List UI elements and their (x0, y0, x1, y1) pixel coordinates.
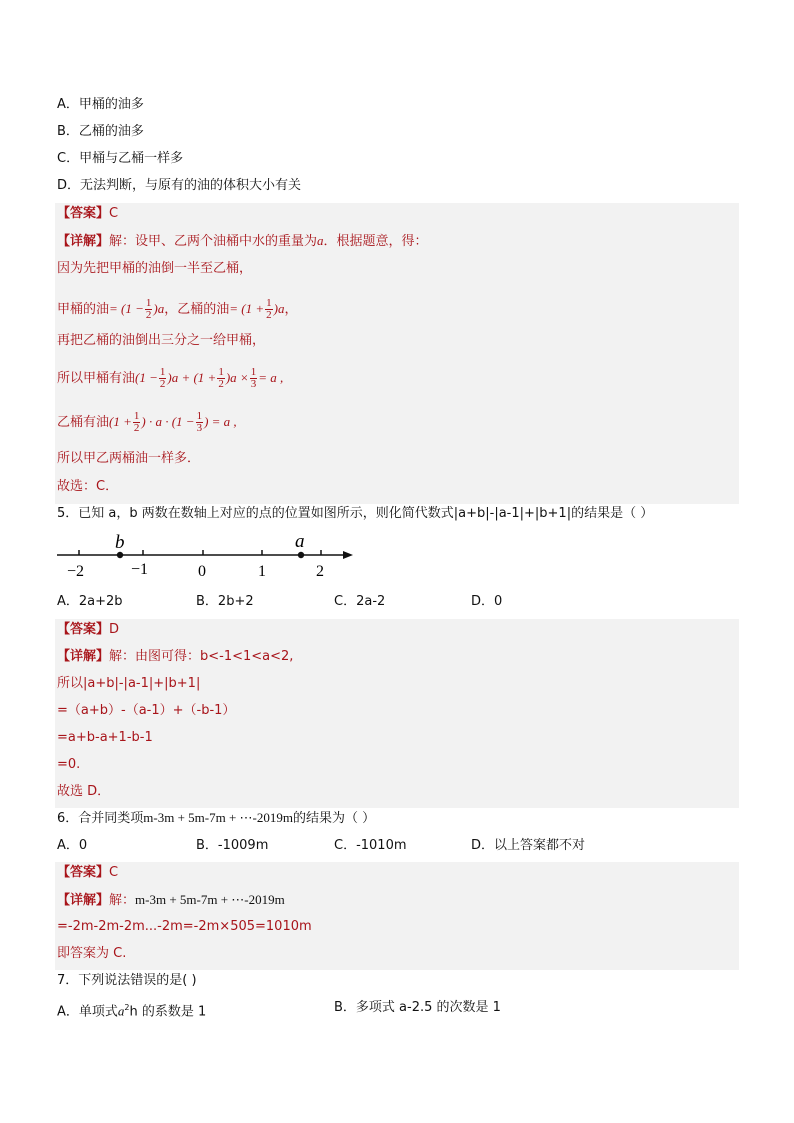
q5-option-c: C．2a-2 (334, 594, 386, 609)
detail-text: 所以甲桶有油 (57, 371, 136, 386)
detail-text: ，乙桶的油 (164, 302, 230, 317)
q5-detail-3: =（a+b）-（a-1）+（-b-1） (57, 703, 236, 718)
tick-label: −1 (131, 561, 149, 578)
tick-label: −2 (67, 563, 85, 580)
q5-detail-2: 所以|a+b|-|a-1|+|b+1| (57, 676, 201, 691)
q4-option-d: D．无法判断，与原有的油的体积大小有关 (57, 178, 302, 193)
q5-question: 5．已知 a，b 两数在数轴上对应的点的位置如图所示，则化简代数式|a+b|-|a-1|+|b+1|的结果是（ ） (57, 506, 654, 521)
q4-option-a: A．甲桶的油多 (57, 97, 144, 112)
q6-detail-3: 即答案为 C. (57, 946, 127, 961)
q4-detail-line6: 乙桶有油(1 + $\frac{1}{2}$ ) · a · (1 − $\frac{1}{3}$ ) = a , (57, 410, 237, 434)
q4-detail-line2: 因为先把甲桶的油倒一半至乙桶， (57, 261, 253, 276)
q5-number-line (55, 530, 360, 582)
number-line-arrow (343, 551, 353, 559)
answer-tag: 【答案】 (57, 622, 110, 637)
question-expression: m-3m + 5m-7m + ⋯-2019m (143, 810, 293, 825)
q6-detail-2: =-2m-2m-2m...-2m=-2m×505=1010m (57, 919, 312, 934)
q5-answer (57, 619, 119, 641)
q7-option-b: B．多项式 a-2.5 的次数是 1 (334, 1000, 501, 1015)
detail-tag: 【详解】 (57, 893, 110, 908)
detail-expression: m-3m + 5m-7m + ⋯-2019m (135, 892, 285, 907)
q4-detail-line5: 所以甲桶有油(1 − $\frac{1}{2}$ )a + (1 + $\frac{1}{2}$ )a × $\frac{1}{3}$ = a , (57, 366, 284, 390)
q4-detail-line7: 所以甲乙两桶油一样多． (57, 451, 201, 466)
variable: a (117, 1003, 125, 1019)
q4-option-c: C．甲桶与乙桶一样多 (57, 151, 184, 166)
label-b: b (115, 532, 125, 553)
q6-option-c: C．-1010m (334, 838, 407, 853)
option-text: h 的系数是 1 (129, 1004, 207, 1020)
answer-tag: 【答案】 (57, 865, 110, 880)
q6-option-b: B．-1009m (196, 838, 269, 853)
q5-option-a: A．2a+2b (57, 594, 123, 609)
q6-option-a: A．0 (57, 838, 88, 853)
q4-answer (57, 203, 118, 225)
point-a (298, 552, 304, 558)
q4-detail-line3: 甲桶的油= (1 − $\frac{1}{2}$ )a，乙桶的油= (1 + $\frac{1}{2}$ )a， (57, 297, 298, 321)
option-text: A．单项式 (57, 1004, 118, 1020)
detail-text: ， (284, 302, 298, 317)
answer-value: C (109, 206, 119, 221)
detail-tag: 【详解】 (57, 649, 110, 664)
question-text: 6．合并同类项 (57, 811, 144, 826)
tick-label: 0 (198, 563, 206, 580)
answer-value: D (109, 622, 120, 637)
tick-label: 1 (258, 563, 266, 580)
q6-answer (57, 862, 118, 884)
detail-text: 甲桶的油 (57, 302, 110, 317)
q5-detail-5: =0. (57, 757, 81, 772)
q7-question: 7．下列说法错误的是( ) (57, 973, 197, 988)
superscript: 2 (124, 1003, 130, 1012)
detail-text: 解： (109, 893, 136, 908)
q5-detail-1 (57, 646, 293, 668)
q5-detail-4: =a+b-a+1-b-1 (57, 730, 153, 745)
q6-detail-1 (57, 889, 285, 911)
q4-detail-intro (57, 230, 428, 252)
detail-text: ．根据题意，得： (323, 234, 428, 249)
q5-option-b: B．2b+2 (196, 594, 254, 609)
q4-detail-line8: 故选：C． (57, 479, 119, 494)
question-text: 的结果为（ ） (293, 811, 376, 826)
q5-option-d: D．0 (471, 594, 503, 609)
q4-detail-line4: 再把乙桶的油倒出三分之一给甲桶， (57, 333, 266, 348)
tick-label: 2 (316, 563, 324, 580)
answer-tag: 【答案】 (57, 206, 110, 221)
detail-text: 解：设甲、乙两个油桶中水的重量为 (109, 234, 318, 249)
q5-detail-6: 故选 D． (57, 784, 111, 799)
answer-value: C (109, 865, 119, 880)
detail-text: 解：由图可得：b<-1<1<a<2, (109, 649, 294, 664)
label-a: a (295, 531, 305, 552)
q6-question (57, 807, 375, 829)
detail-tag: 【详解】 (57, 234, 110, 249)
q4-option-b: B．乙桶的油多 (57, 124, 144, 139)
q6-option-d: D．以上答案都不对 (471, 838, 586, 853)
variable: a (317, 233, 324, 248)
detail-text: 乙桶有油 (57, 415, 110, 430)
q7-option-a (57, 997, 206, 1019)
